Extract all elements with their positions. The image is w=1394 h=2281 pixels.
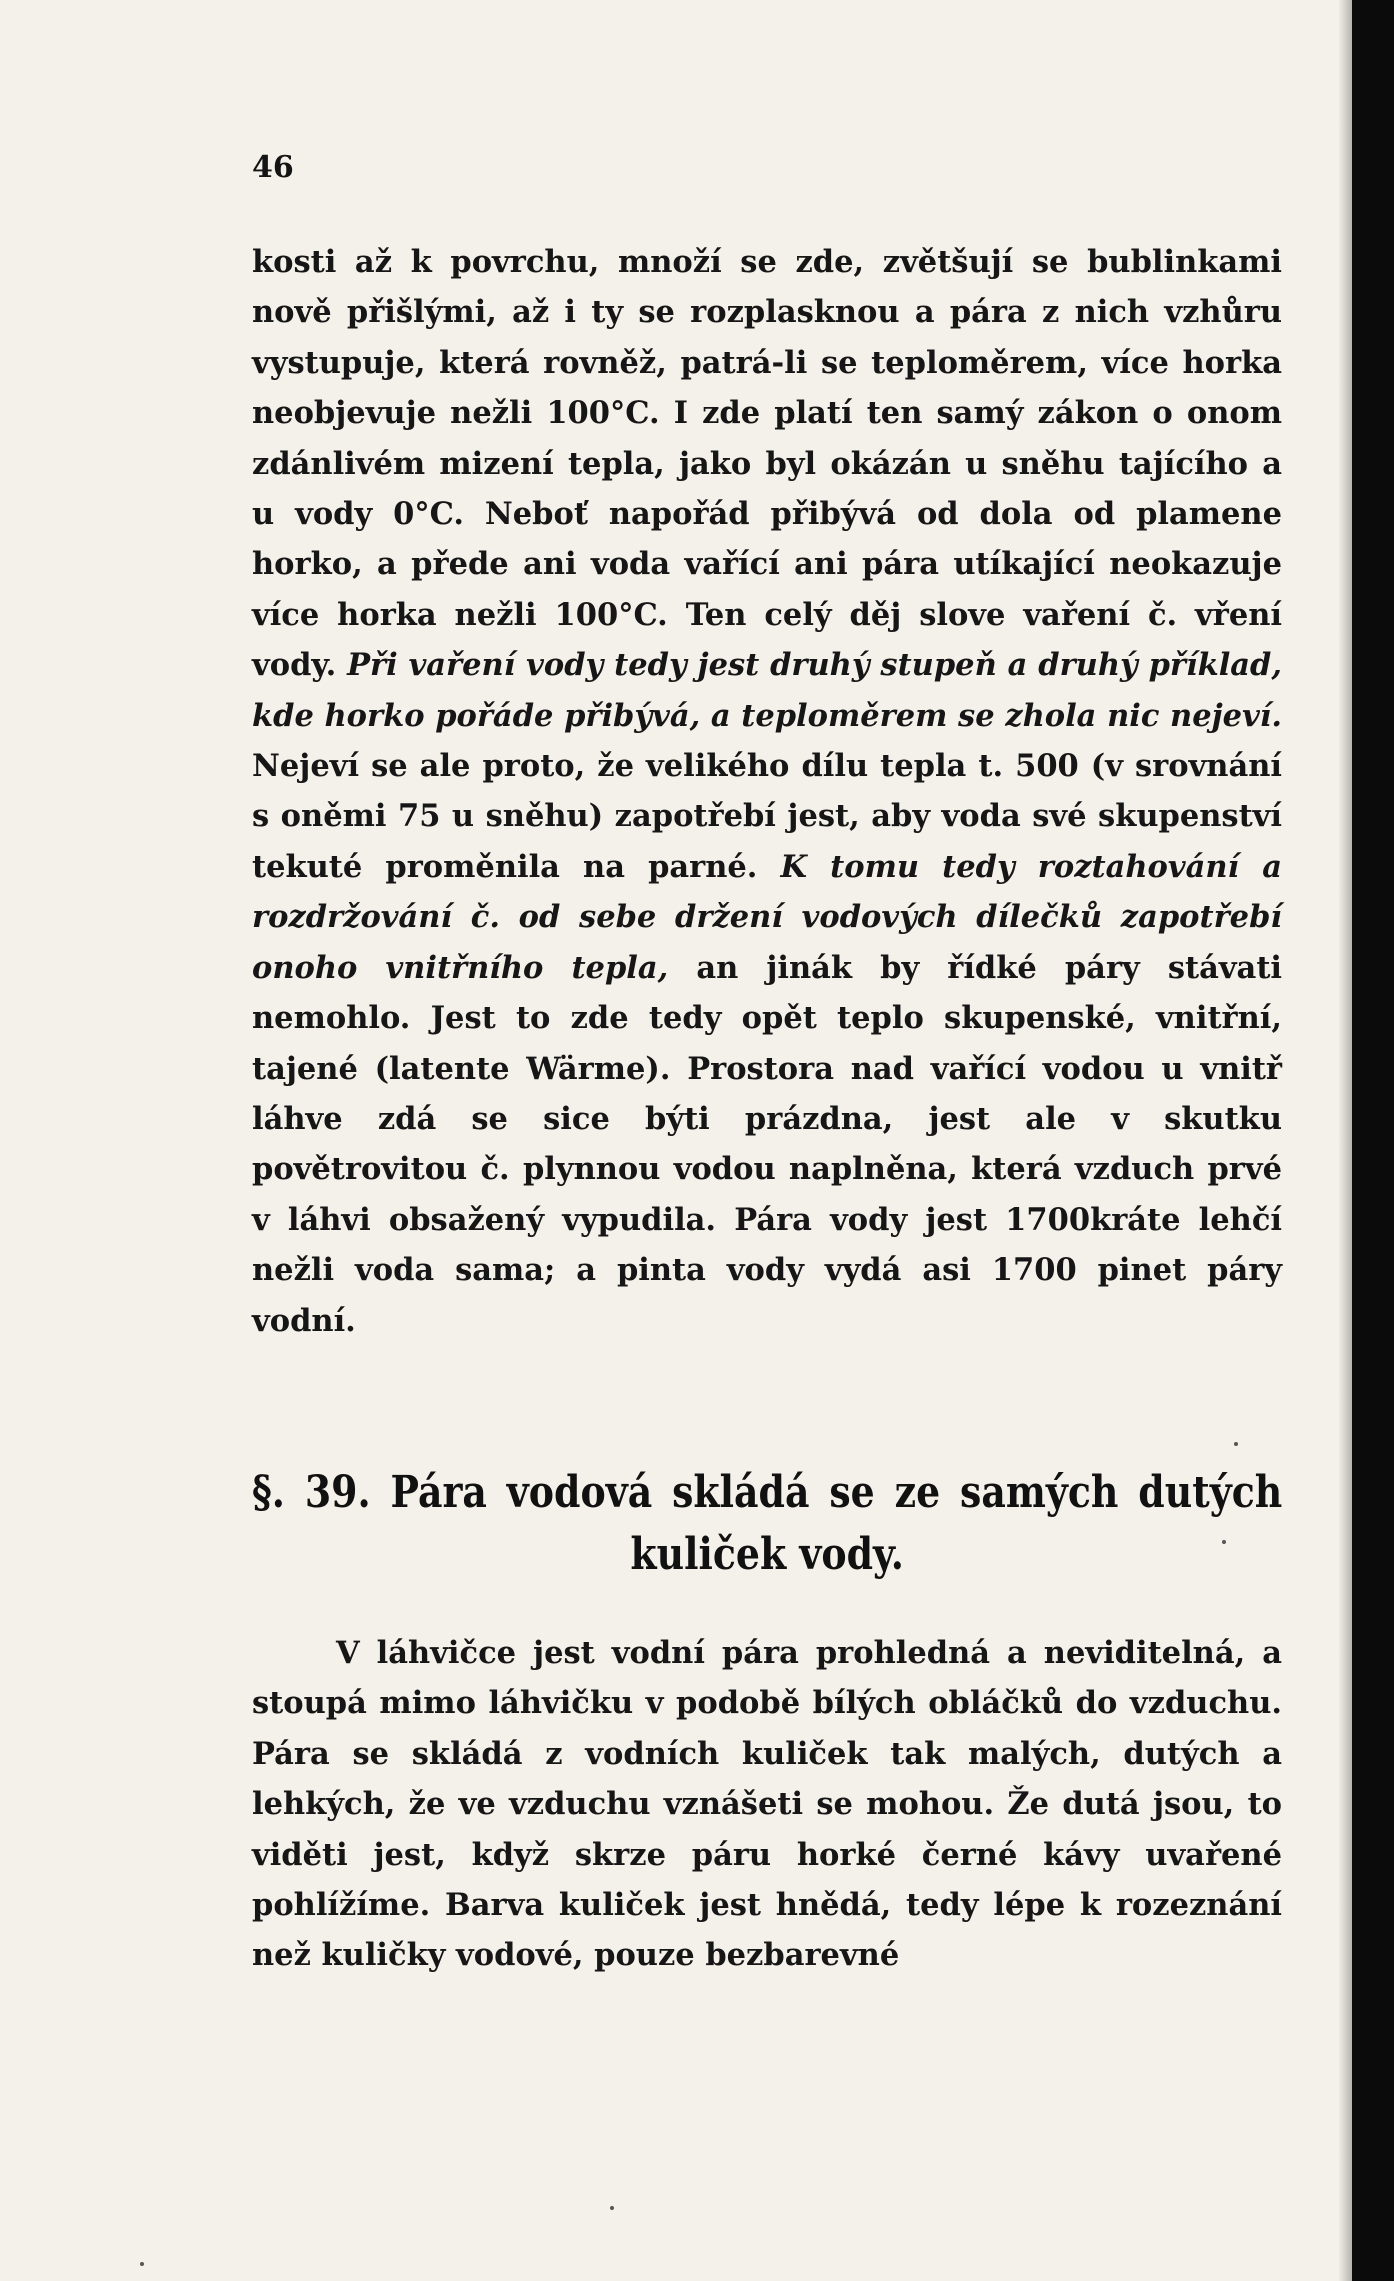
paragraph-1-emphasis-2: K tomu tedy roztahování a rozdržování č. od sebe držení vodových dílečků zapotřebí onoho vnitřního tepla, (252, 848, 1282, 986)
paragraph-2-text: V láhvičce jest vodní pára prohledná a neviditelná, a stoupá mimo láhvičku v podobě bílých obláčků do vzduchu. Pára se skládá z vodních kuliček tak malých, dutých a lehkých, že ve vzduchu vznášeti se mohou. Že dutá jsou, to viděti jest, když skrze páru horké černé kávy uvařené pohlížíme. Barva kuliček jest hnědá, tedy lépe k rozeznání než kuličky vodové, pouze bezbarevné (252, 1635, 1282, 1974)
page-edge-shadow (1338, 0, 1352, 2281)
paragraph-1-part-2: Nejeví se ale proto, že velikého dílu tepla t. 500 (v srovnání s oněmi 75 u sněhu) zapotřebí jest, aby voda své skupenství tekuté proměnila na parné. (252, 748, 1282, 885)
paragraph-1 (252, 237, 1282, 1346)
paragraph-1-part-3: an jinák by řídké páry stávati nemohlo. Jest to zde tedy opět teplo skupenské, vnitřní, tajené (latente Wärme). Prostora nad vařící vodou u vnitř láhve zdá se sice býti prázdna, jest ale v skutku povětrovitou č. plynnou vodou naplněna, která vzduch prvé v láhvi obsažený vypudila. Pára vody jest 1700kráte lehčí nežli voda sama; a pinta vody vydá asi 1700 pinet páry vodní. (252, 949, 1282, 1339)
paper-speck (140, 2262, 144, 2266)
paper-speck (1234, 1442, 1238, 1446)
paragraph-2 (252, 1628, 1282, 1981)
paragraph-1-part-1: kosti až k povrchu, množí se zde, zvětšují se bublinkami nově přišlými, až i ty se rozplasknou a pára z nich vzhůru vystupuje, která rovněž, patrá-li se teploměrem, více horka neobjevuje nežli 100°C. I zde platí ten samý zákon o onom zdánlivém mizení tepla, jako byl okázán u sněhu tajícího a u vody 0°C. Neboť napořád přibývá od dola od plamene horko, a přede ani voda vařící ani pára utíkající neokazuje více horka nežli 100°C. Ten celý děj slove vaření č. vření vody. (252, 244, 1282, 684)
paper-speck (1222, 1540, 1226, 1544)
paper-speck (610, 2206, 614, 2210)
page-number: 46 (252, 150, 294, 185)
section-heading: §. 39. Pára vodová skládá se ze samých dutých kuliček vody. (252, 1467, 1283, 1580)
paragraph-1-emphasis-1: Při vaření vody tedy jest druhý stupeň a druhý příklad, kde horko pořáde přibývá, a teploměrem se zhola nic nejeví. (252, 647, 1282, 734)
paragraph-1-text (252, 237, 1282, 1346)
